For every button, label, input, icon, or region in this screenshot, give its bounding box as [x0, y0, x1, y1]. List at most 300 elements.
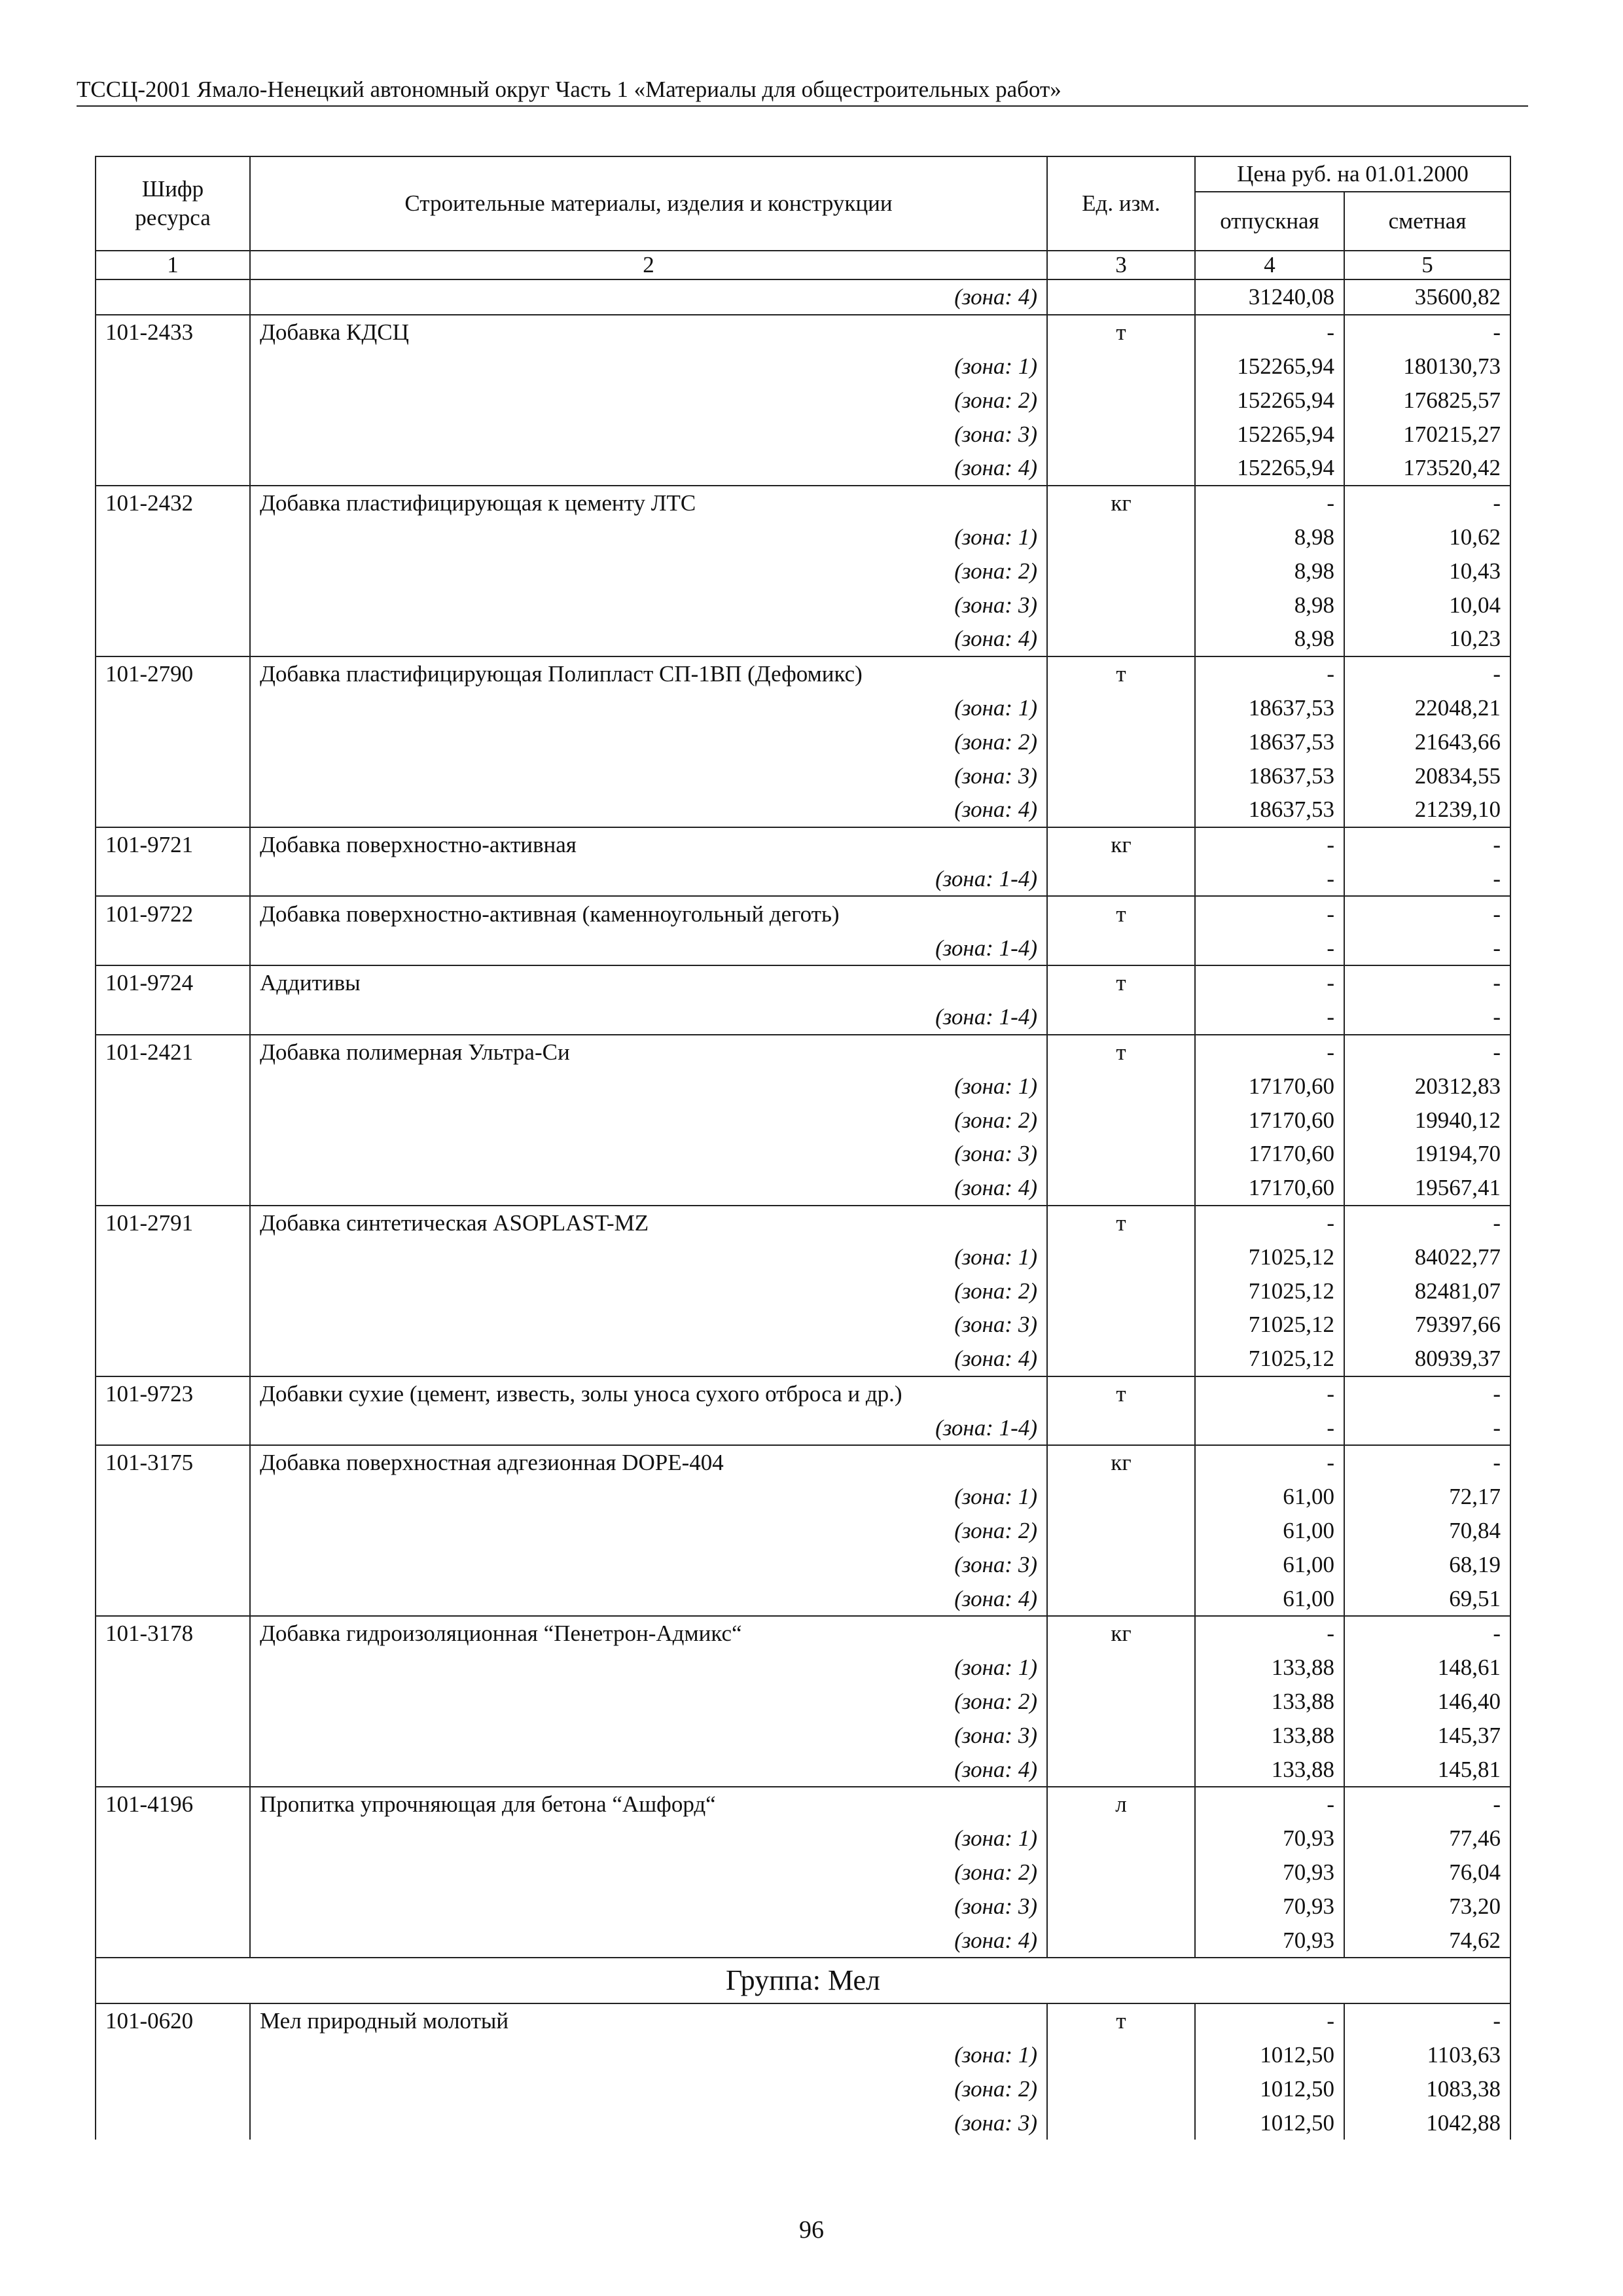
table-row — [96, 2003, 1510, 2038]
release-price: 8,98 — [1195, 622, 1344, 656]
resource-code — [96, 588, 250, 622]
zone-row — [96, 1000, 1510, 1035]
estimate-price: 10,43 — [1344, 554, 1510, 588]
estimate-price: 146,40 — [1344, 1685, 1510, 1719]
resource-code — [96, 1821, 250, 1856]
estimate-price: - — [1344, 827, 1510, 862]
zone-row — [96, 1923, 1510, 1958]
estimate-price: 77,46 — [1344, 1821, 1510, 1856]
zone-label: (зона: 3) — [250, 759, 1047, 793]
release-price: 133,88 — [1195, 1752, 1344, 1787]
zone-label: (зона: 1) — [250, 2038, 1047, 2072]
document-header: ТССЦ-2001 Ямало-Ненецкий автономный округ Часть 1 «Материалы для общестроительных работ» — [77, 77, 1061, 102]
estimate-price: 82481,07 — [1344, 1274, 1510, 1308]
estimate-price: 80939,37 — [1344, 1342, 1510, 1376]
zone-row — [96, 691, 1510, 725]
zone-label: (зона: 4) — [250, 1581, 1047, 1616]
material-name: Мел природный молотый — [250, 2003, 1047, 2038]
unit-of-measure — [1047, 1821, 1195, 1856]
zone-row — [96, 1651, 1510, 1685]
zone-row — [96, 725, 1510, 759]
release-price: 61,00 — [1195, 1581, 1344, 1616]
unit-of-measure — [1047, 451, 1195, 486]
price-table — [95, 156, 1511, 2140]
unit-of-measure — [1047, 1718, 1195, 1752]
release-price: - — [1195, 656, 1344, 691]
release-price: 18637,53 — [1195, 759, 1344, 793]
resource-code — [96, 520, 250, 554]
estimate-price: - — [1344, 1206, 1510, 1240]
zone-row — [96, 1752, 1510, 1787]
resource-code — [96, 279, 250, 315]
zone-label: (зона: 4) — [250, 279, 1047, 315]
unit-of-measure — [1047, 554, 1195, 588]
material-name: Добавка поверхностная адгезионная DOPE-404 — [250, 1445, 1047, 1480]
resource-code: 101-2433 — [96, 315, 250, 350]
zone-label: (зона: 2) — [250, 383, 1047, 417]
group-row — [96, 1958, 1510, 2003]
estimate-price: 180130,73 — [1344, 350, 1510, 384]
resource-code — [96, 1889, 250, 1923]
resource-code — [96, 725, 250, 759]
zone-label: (зона: 4) — [250, 622, 1047, 656]
zone-row — [96, 1342, 1510, 1376]
unit-of-measure — [1047, 1274, 1195, 1308]
estimate-price: 69,51 — [1344, 1581, 1510, 1616]
unit-of-measure — [1047, 1137, 1195, 1171]
column-number: 5 — [1344, 251, 1510, 279]
zone-row — [96, 1069, 1510, 1103]
zone-row — [96, 862, 1510, 897]
unit-of-measure — [1047, 2106, 1195, 2140]
zone-label: (зона: 1) — [250, 1651, 1047, 1685]
release-price: 71025,12 — [1195, 1308, 1344, 1342]
unit-of-measure — [1047, 1103, 1195, 1137]
column-number: 3 — [1047, 251, 1195, 279]
zone-label: (зона: 4) — [250, 451, 1047, 486]
table-row — [96, 1376, 1510, 1411]
unit-of-measure: т — [1047, 1206, 1195, 1240]
estimate-price: 145,37 — [1344, 1718, 1510, 1752]
release-price: 17170,60 — [1195, 1137, 1344, 1171]
table-body — [96, 279, 1510, 2140]
estimate-price: 76,04 — [1344, 1856, 1510, 1890]
resource-code — [96, 2072, 250, 2106]
unit-of-measure: л — [1047, 1787, 1195, 1821]
resource-code — [96, 1547, 250, 1581]
header-unit: Ед. изм. — [1047, 156, 1195, 251]
release-price: - — [1195, 1000, 1344, 1035]
release-price: 61,00 — [1195, 1547, 1344, 1581]
release-price: 70,93 — [1195, 1856, 1344, 1890]
release-price: 133,88 — [1195, 1685, 1344, 1719]
resource-code — [96, 1171, 250, 1206]
release-price: 31240,08 — [1195, 279, 1344, 315]
zone-label: (зона: 4) — [250, 793, 1047, 827]
unit-of-measure — [1047, 1685, 1195, 1719]
estimate-price: 21239,10 — [1344, 793, 1510, 827]
unit-of-measure: т — [1047, 965, 1195, 1000]
material-name: Добавка синтетическая ASOPLAST-MZ — [250, 1206, 1047, 1240]
release-price: 1012,50 — [1195, 2106, 1344, 2140]
estimate-price: - — [1344, 1445, 1510, 1480]
unit-of-measure: т — [1047, 896, 1195, 931]
unit-of-measure — [1047, 2038, 1195, 2072]
estimate-price: 10,04 — [1344, 588, 1510, 622]
zone-row — [96, 1240, 1510, 1274]
resource-code — [96, 2038, 250, 2072]
unit-of-measure: т — [1047, 2003, 1195, 2038]
zone-row — [96, 1581, 1510, 1616]
table-row — [96, 1035, 1510, 1069]
estimate-price: 70,84 — [1344, 1514, 1510, 1548]
zone-label: (зона: 1) — [250, 520, 1047, 554]
release-price: - — [1195, 1445, 1344, 1480]
release-price: - — [1195, 1787, 1344, 1821]
zone-row — [96, 2072, 1510, 2106]
table-row — [96, 1787, 1510, 1821]
estimate-price: - — [1344, 1000, 1510, 1035]
resource-code: 101-2421 — [96, 1035, 250, 1069]
unit-of-measure — [1047, 1651, 1195, 1685]
estimate-price: 68,19 — [1344, 1547, 1510, 1581]
release-price: - — [1195, 315, 1344, 350]
release-price: - — [1195, 862, 1344, 897]
estimate-price: 10,23 — [1344, 622, 1510, 656]
unit-of-measure — [1047, 793, 1195, 827]
estimate-price: - — [1344, 1787, 1510, 1821]
estimate-price: 1042,88 — [1344, 2106, 1510, 2140]
zone-row — [96, 1889, 1510, 1923]
resource-code: 101-2790 — [96, 656, 250, 691]
resource-code: 101-4196 — [96, 1787, 250, 1821]
resource-code — [96, 691, 250, 725]
resource-code: 101-3175 — [96, 1445, 250, 1480]
unit-of-measure: кг — [1047, 1445, 1195, 1480]
unit-of-measure — [1047, 1547, 1195, 1581]
estimate-price: 1083,38 — [1344, 2072, 1510, 2106]
estimate-price: 21643,66 — [1344, 725, 1510, 759]
release-price: - — [1195, 1616, 1344, 1651]
group-title: Группа: Мел — [96, 1958, 1510, 2003]
zone-row — [96, 1685, 1510, 1719]
unit-of-measure — [1047, 691, 1195, 725]
zone-label: (зона: 4) — [250, 1342, 1047, 1376]
unit-of-measure — [1047, 520, 1195, 554]
resource-code — [96, 1240, 250, 1274]
header-code: Шифр ресурса — [96, 156, 250, 251]
estimate-price: - — [1344, 896, 1510, 931]
estimate-price: 20312,83 — [1344, 1069, 1510, 1103]
estimate-price: - — [1344, 1376, 1510, 1411]
release-price: - — [1195, 965, 1344, 1000]
resource-code — [96, 1856, 250, 1890]
estimate-price: 176825,57 — [1344, 383, 1510, 417]
resource-code: 101-9722 — [96, 896, 250, 931]
column-number: 1 — [96, 251, 250, 279]
zone-label: (зона: 2) — [250, 1685, 1047, 1719]
zone-row — [96, 1137, 1510, 1171]
release-price: - — [1195, 2003, 1344, 2038]
release-price: - — [1195, 931, 1344, 965]
zone-label: (зона: 1) — [250, 350, 1047, 384]
unit-of-measure — [1047, 725, 1195, 759]
unit-of-measure — [1047, 1000, 1195, 1035]
resource-code: 101-3178 — [96, 1616, 250, 1651]
release-price: 8,98 — [1195, 554, 1344, 588]
unit-of-measure — [1047, 931, 1195, 965]
zone-label: (зона: 1-4) — [250, 931, 1047, 965]
header-release-price: отпускная — [1195, 192, 1344, 251]
zone-label: (зона: 4) — [250, 1752, 1047, 1787]
zone-row — [96, 759, 1510, 793]
zone-label: (зона: 3) — [250, 1547, 1047, 1581]
zone-row — [96, 1821, 1510, 1856]
zone-label: (зона: 1) — [250, 691, 1047, 725]
estimate-price: 74,62 — [1344, 1923, 1510, 1958]
release-price: 8,98 — [1195, 520, 1344, 554]
zone-label: (зона: 1-4) — [250, 862, 1047, 897]
resource-code — [96, 1410, 250, 1445]
zone-row — [96, 1410, 1510, 1445]
zone-label: (зона: 4) — [250, 1923, 1047, 1958]
column-number: 2 — [250, 251, 1047, 279]
estimate-price: 173520,42 — [1344, 451, 1510, 486]
estimate-price: 35600,82 — [1344, 279, 1510, 315]
header-price-group: Цена руб. на 01.01.2000 — [1195, 156, 1510, 192]
release-price: 133,88 — [1195, 1651, 1344, 1685]
resource-code — [96, 1718, 250, 1752]
zone-label: (зона: 3) — [250, 1308, 1047, 1342]
unit-of-measure — [1047, 1342, 1195, 1376]
unit-of-measure — [1047, 383, 1195, 417]
zone-label: (зона: 2) — [250, 1514, 1047, 1548]
zone-label: (зона: 3) — [250, 1718, 1047, 1752]
release-price: 133,88 — [1195, 1718, 1344, 1752]
estimate-price: - — [1344, 1410, 1510, 1445]
unit-of-measure — [1047, 1856, 1195, 1890]
unit-of-measure — [1047, 759, 1195, 793]
resource-code — [96, 2106, 250, 2140]
resource-code — [96, 417, 250, 451]
unit-of-measure — [1047, 1581, 1195, 1616]
resource-code — [96, 862, 250, 897]
unit-of-measure — [1047, 1480, 1195, 1514]
zone-row — [96, 1308, 1510, 1342]
zone-row — [96, 1514, 1510, 1548]
column-numbers-row — [96, 251, 1510, 279]
zone-label: (зона: 1-4) — [250, 1000, 1047, 1035]
zone-row — [96, 931, 1510, 965]
resource-code: 101-2791 — [96, 1206, 250, 1240]
resource-code — [96, 1514, 250, 1548]
zone-label: (зона: 3) — [250, 588, 1047, 622]
resource-code — [96, 622, 250, 656]
table-row — [96, 896, 1510, 931]
release-price: 61,00 — [1195, 1514, 1344, 1548]
estimate-price: 1103,63 — [1344, 2038, 1510, 2072]
page-number: 96 — [799, 2216, 824, 2244]
unit-of-measure: кг — [1047, 1616, 1195, 1651]
release-price: 18637,53 — [1195, 691, 1344, 725]
material-name: Добавка гидроизоляционная “Пенетрон-Адмикс“ — [250, 1616, 1047, 1651]
release-price: 152265,94 — [1195, 451, 1344, 486]
zone-row — [96, 1171, 1510, 1206]
resource-code — [96, 1308, 250, 1342]
unit-of-measure: т — [1047, 315, 1195, 350]
resource-code — [96, 383, 250, 417]
material-name: Пропитка упрочняющая для бетона “Ашфорд“ — [250, 1787, 1047, 1821]
release-price: - — [1195, 827, 1344, 862]
release-price: - — [1195, 1376, 1344, 1411]
estimate-price: 72,17 — [1344, 1480, 1510, 1514]
unit-of-measure — [1047, 862, 1195, 897]
zone-label: (зона: 3) — [250, 1137, 1047, 1171]
estimate-price: 19567,41 — [1344, 1171, 1510, 1206]
zone-label: (зона: 3) — [250, 2106, 1047, 2140]
unit-of-measure — [1047, 1752, 1195, 1787]
estimate-price: 19194,70 — [1344, 1137, 1510, 1171]
unit-of-measure — [1047, 417, 1195, 451]
unit-of-measure — [1047, 1171, 1195, 1206]
resource-code — [96, 1000, 250, 1035]
estimate-price: - — [1344, 1616, 1510, 1651]
zone-row — [96, 554, 1510, 588]
zone-row — [96, 451, 1510, 486]
estimate-price: 148,61 — [1344, 1651, 1510, 1685]
unit-of-measure — [1047, 622, 1195, 656]
release-price: 1012,50 — [1195, 2072, 1344, 2106]
unit-of-measure — [1047, 279, 1195, 315]
release-price: 152265,94 — [1195, 350, 1344, 384]
unit-of-measure: кг — [1047, 486, 1195, 520]
zone-row — [96, 2106, 1510, 2140]
resource-code — [96, 1342, 250, 1376]
release-price: 17170,60 — [1195, 1069, 1344, 1103]
table-row — [96, 827, 1510, 862]
zone-row — [96, 1480, 1510, 1514]
unit-of-measure — [1047, 1514, 1195, 1548]
estimate-price: - — [1344, 965, 1510, 1000]
estimate-price: - — [1344, 862, 1510, 897]
unit-of-measure — [1047, 1069, 1195, 1103]
unit-of-measure: кг — [1047, 827, 1195, 862]
estimate-price: 73,20 — [1344, 1889, 1510, 1923]
unit-of-measure — [1047, 1923, 1195, 1958]
resource-code — [96, 1069, 250, 1103]
resource-code — [96, 350, 250, 384]
unit-of-measure — [1047, 1308, 1195, 1342]
resource-code — [96, 1685, 250, 1719]
resource-code — [96, 793, 250, 827]
table-row — [96, 486, 1510, 520]
resource-code — [96, 451, 250, 486]
material-name: Добавки сухие (цемент, известь, золы уноса сухого отброса и др.) — [250, 1376, 1047, 1411]
release-price: 71025,12 — [1195, 1274, 1344, 1308]
material-name: Аддитивы — [250, 965, 1047, 1000]
resource-code — [96, 1752, 250, 1787]
resource-code: 101-9723 — [96, 1376, 250, 1411]
zone-row — [96, 1547, 1510, 1581]
table-row — [96, 1616, 1510, 1651]
header-estimate-price: сметная — [1344, 192, 1510, 251]
zone-row — [96, 279, 1510, 315]
zone-row — [96, 520, 1510, 554]
estimate-price: 84022,77 — [1344, 1240, 1510, 1274]
release-price: 17170,60 — [1195, 1171, 1344, 1206]
estimate-price: 19940,12 — [1344, 1103, 1510, 1137]
zone-row — [96, 622, 1510, 656]
release-price: 70,93 — [1195, 1923, 1344, 1958]
table-row — [96, 1445, 1510, 1480]
resource-code — [96, 1103, 250, 1137]
release-price: - — [1195, 1410, 1344, 1445]
material-name: Добавка пластифицирующая Полипласт СП-1ВП (Дефомикс) — [250, 656, 1047, 691]
estimate-price: 10,62 — [1344, 520, 1510, 554]
release-price: 152265,94 — [1195, 417, 1344, 451]
zone-row — [96, 588, 1510, 622]
resource-code: 101-9724 — [96, 965, 250, 1000]
zone-row — [96, 350, 1510, 384]
header-rule — [77, 105, 1528, 107]
resource-code — [96, 1651, 250, 1685]
unit-of-measure — [1047, 1240, 1195, 1274]
table-row — [96, 965, 1510, 1000]
unit-of-measure: т — [1047, 656, 1195, 691]
zone-row — [96, 1856, 1510, 1890]
release-price: 70,93 — [1195, 1889, 1344, 1923]
resource-code — [96, 1581, 250, 1616]
zone-label: (зона: 1) — [250, 1821, 1047, 1856]
release-price: 18637,53 — [1195, 793, 1344, 827]
material-name: Добавка полимерная Ультра-Си — [250, 1035, 1047, 1069]
estimate-price: 79397,66 — [1344, 1308, 1510, 1342]
zone-label: (зона: 3) — [250, 1889, 1047, 1923]
zone-label: (зона: 1) — [250, 1240, 1047, 1274]
zone-label: (зона: 1) — [250, 1069, 1047, 1103]
resource-code — [96, 931, 250, 965]
estimate-price: 145,81 — [1344, 1752, 1510, 1787]
unit-of-measure — [1047, 2072, 1195, 2106]
table-row — [96, 656, 1510, 691]
estimate-price: - — [1344, 656, 1510, 691]
zone-label: (зона: 2) — [250, 1856, 1047, 1890]
unit-of-measure: т — [1047, 1035, 1195, 1069]
unit-of-measure — [1047, 350, 1195, 384]
release-price: - — [1195, 1206, 1344, 1240]
estimate-price: - — [1344, 2003, 1510, 2038]
material-name: Добавка пластифицирующая к цементу ЛТС — [250, 486, 1047, 520]
zone-label: (зона: 2) — [250, 554, 1047, 588]
zone-label: (зона: 2) — [250, 2072, 1047, 2106]
column-number: 4 — [1195, 251, 1344, 279]
release-price: 17170,60 — [1195, 1103, 1344, 1137]
zone-row — [96, 2038, 1510, 2072]
release-price: 71025,12 — [1195, 1342, 1344, 1376]
resource-code — [96, 1923, 250, 1958]
zone-row — [96, 383, 1510, 417]
estimate-price: - — [1344, 486, 1510, 520]
header-name: Строительные материалы, изделия и конструкции — [250, 156, 1047, 251]
material-name: Добавка поверхностно-активная (каменноугольный деготь) — [250, 896, 1047, 931]
estimate-price: - — [1344, 1035, 1510, 1069]
resource-code: 101-0620 — [96, 2003, 250, 2038]
table-row — [96, 315, 1510, 350]
resource-code — [96, 759, 250, 793]
estimate-price: - — [1344, 931, 1510, 965]
estimate-price: 170215,27 — [1344, 417, 1510, 451]
release-price: - — [1195, 1035, 1344, 1069]
